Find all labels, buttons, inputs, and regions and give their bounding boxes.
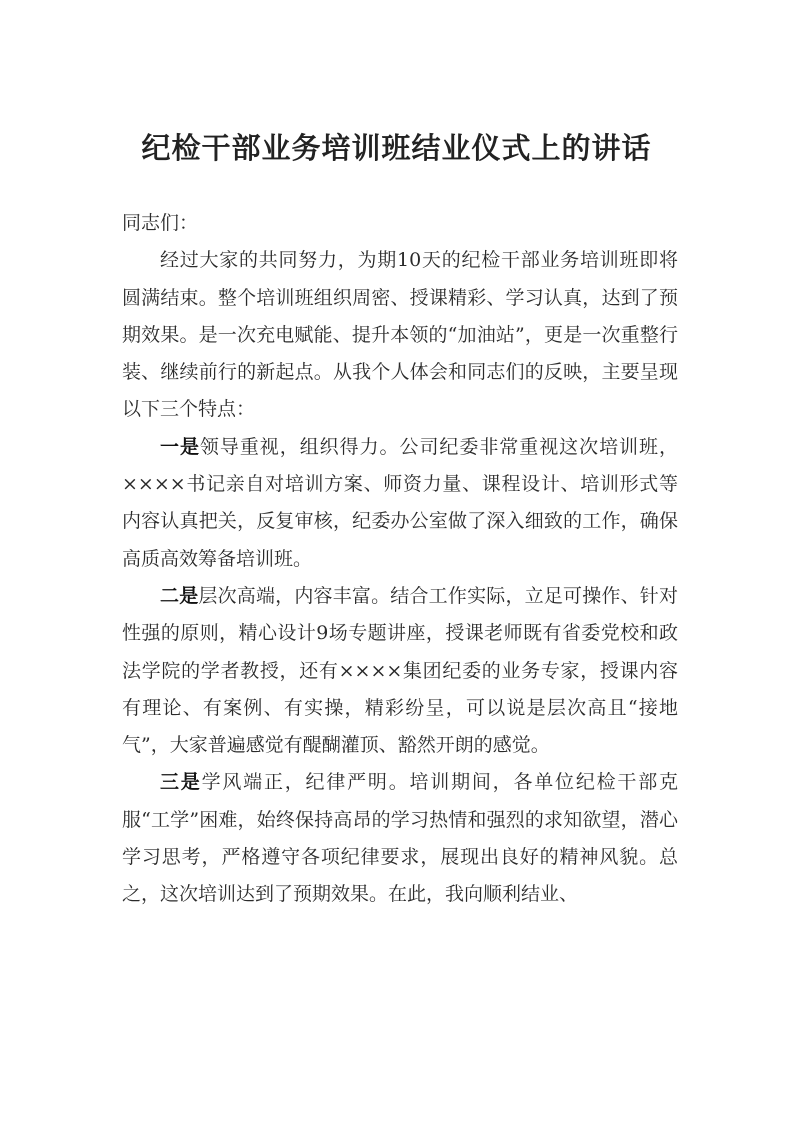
document-body (122, 205, 678, 914)
paragraph-lead: 一是 (160, 435, 200, 458)
paragraph-text: 领导重视，组织得力。公司纪委非常重视这次培训班，××××书记亲自对培训方案、师资力量、课程设计、培训形式等内容认真把关，反复审核，纪委办公室做了深入细致的工作，确保高质高效筹备培训班。 (122, 435, 678, 570)
paragraph-text: 层次高端，内容丰富。结合工作实际，立足可操作、针对性强的原则，精心设计9场专题讲座，授课老师既有省委党校和政法学院的学者教授，还有××××集团纪委的业务专家，授课内容有理论、有案例、有实操，精彩纷呈，可以说是层次高且“接地气”，大家普遍感觉有醍醐灌顶、豁然开朗的感觉。 (122, 584, 678, 757)
paragraph-text: 学风端正，纪律严明。培训期间，各单位纪检干部克服“工学”困难，始终保持高昂的学习热情和强烈的求知欲望，潜心学习思考，严格遵守各项纪律要求，展现出良好的精神风貌。总之，这次培训达到了预期效果。在此，我向顺利结业、 (122, 771, 678, 906)
paragraph-point-one (122, 429, 678, 578)
paragraph-text: 经过大家的共同努力，为期10天的纪检干部业务培训班即将圆满结束。整个培训班组织周密、授课精彩、学习认真，达到了预期效果。是一次充电赋能、提升本领的“加油站”，更是一次重整行装、继续前行的新起点。从我个人体会和同志们的反映，主要呈现以下三个特点： (122, 249, 678, 421)
paragraph-lead: 二是 (160, 584, 199, 607)
paragraph-point-two (122, 578, 678, 764)
paragraph-intro (122, 242, 678, 428)
salutation: 同志们： (122, 212, 199, 234)
paragraph-point-three (122, 764, 678, 913)
document-title: 纪检干部业务培训班结业仪式上的讲话 (141, 131, 652, 165)
paragraph-lead: 三是 (160, 771, 202, 794)
